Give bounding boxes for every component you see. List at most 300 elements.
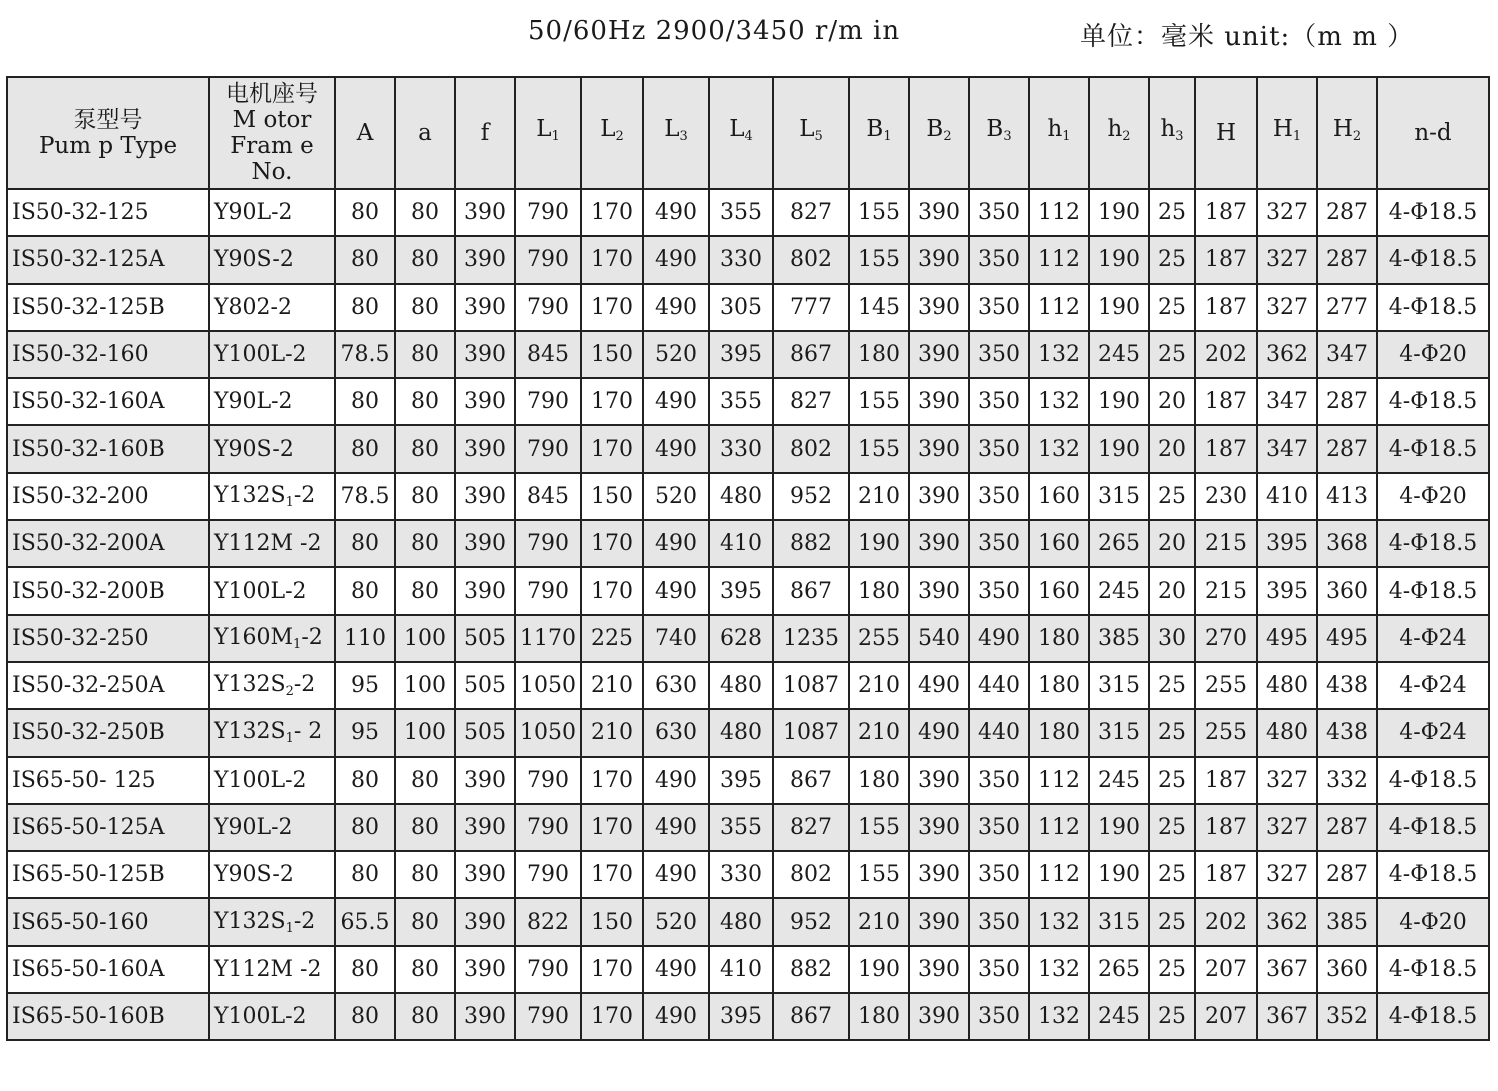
cell-l1: 1050 xyxy=(515,709,581,756)
table-row xyxy=(7,804,1489,851)
cell-h1: 112 xyxy=(1029,236,1089,283)
cell-h1: 327 xyxy=(1257,189,1317,236)
cell-h1: 327 xyxy=(1257,236,1317,283)
cell-h: 187 xyxy=(1195,425,1257,472)
cell-l3: 490 xyxy=(643,284,709,331)
cell-b3: 350 xyxy=(969,284,1029,331)
header-subscript: 3 xyxy=(1175,129,1184,144)
header-motor-line: M otor xyxy=(232,107,312,133)
cell-l5: 827 xyxy=(773,378,849,425)
cell-b2: 390 xyxy=(909,804,969,851)
cell-nd: 4-Φ18.5 xyxy=(1377,236,1489,283)
cell-l2: 170 xyxy=(581,236,643,283)
cell-l4: 355 xyxy=(709,189,773,236)
cell-h2: 287 xyxy=(1317,804,1377,851)
cell-h2: 190 xyxy=(1089,425,1149,472)
cell-h3: 25 xyxy=(1149,804,1195,851)
cell-l4: 480 xyxy=(709,709,773,756)
cell-l5: 777 xyxy=(773,284,849,331)
header-l3 xyxy=(643,77,709,189)
cell-l5: 867 xyxy=(773,331,849,378)
cell-h: 202 xyxy=(1195,898,1257,945)
cell-nd: 4-Φ24 xyxy=(1377,662,1489,709)
cell-h1: 327 xyxy=(1257,284,1317,331)
cell-b3: 350 xyxy=(969,520,1029,567)
motor-frame-main: Y160M xyxy=(214,624,294,650)
cell-l2: 170 xyxy=(581,851,643,898)
cell-h2: 190 xyxy=(1089,189,1149,236)
cell-b2: 390 xyxy=(909,284,969,331)
header-label: H xyxy=(1272,116,1293,142)
cell-b1: 255 xyxy=(849,615,909,662)
motor-frame-subscript: 2 xyxy=(285,684,294,700)
cell-a: 80 xyxy=(395,757,455,804)
cell-l4: 330 xyxy=(709,236,773,283)
cell-nd: 4-Φ18.5 xyxy=(1377,284,1489,331)
cell-b2: 390 xyxy=(909,236,969,283)
cell-nd: 4-Φ18.5 xyxy=(1377,378,1489,425)
cell-h: 187 xyxy=(1195,284,1257,331)
cell-a: 80 xyxy=(335,851,395,898)
cell-h3: 25 xyxy=(1149,662,1195,709)
cell-b3: 490 xyxy=(969,615,1029,662)
cell-l5: 952 xyxy=(773,473,849,520)
cell-l2: 170 xyxy=(581,757,643,804)
cell-a: 100 xyxy=(395,709,455,756)
cell-b1: 180 xyxy=(849,757,909,804)
cell-l3: 490 xyxy=(643,804,709,851)
cell-h3: 25 xyxy=(1149,473,1195,520)
header-b2 xyxy=(909,77,969,189)
cell-h: 215 xyxy=(1195,520,1257,567)
cell-h1: 132 xyxy=(1029,993,1089,1040)
cell-b3: 350 xyxy=(969,189,1029,236)
cell-pump-type: IS50-32-250 xyxy=(7,615,209,662)
cell-b3: 350 xyxy=(969,946,1029,993)
cell-l1: 790 xyxy=(515,236,581,283)
cell-a: 80 xyxy=(335,189,395,236)
unit-label: 单位：毫米 unit:（m m ） xyxy=(1080,22,1415,52)
cell-l1: 1170 xyxy=(515,615,581,662)
motor-frame-suffix: -2 xyxy=(293,672,316,698)
cell-l5: 827 xyxy=(773,804,849,851)
header-subscript: 4 xyxy=(744,129,753,144)
cell-h1: 160 xyxy=(1029,520,1089,567)
cell-b1: 155 xyxy=(849,236,909,283)
cell-h1: 362 xyxy=(1257,898,1317,945)
header-l5 xyxy=(773,77,849,189)
motor-frame-subscript: 1 xyxy=(293,636,302,652)
table-row xyxy=(7,993,1489,1040)
cell-pump-type: IS65-50-160B xyxy=(7,993,209,1040)
header-subscript: 1 xyxy=(1062,129,1071,144)
cell-h2: 245 xyxy=(1089,993,1149,1040)
cell-h2: 287 xyxy=(1317,189,1377,236)
cell-a: 100 xyxy=(395,662,455,709)
cell-motor-frame xyxy=(209,615,335,662)
cell-a: 80 xyxy=(395,804,455,851)
cell-f: 505 xyxy=(455,615,515,662)
cell-h: 207 xyxy=(1195,946,1257,993)
cell-b2: 390 xyxy=(909,520,969,567)
cell-a: 80 xyxy=(335,946,395,993)
cell-b1: 190 xyxy=(849,946,909,993)
header-label: A xyxy=(356,120,374,146)
header-subscript: 3 xyxy=(679,129,688,144)
cell-pump-type: IS50-32-200A xyxy=(7,520,209,567)
cell-l1: 790 xyxy=(515,425,581,472)
cell-a: 95 xyxy=(335,709,395,756)
cell-l1: 790 xyxy=(515,757,581,804)
cell-l2: 225 xyxy=(581,615,643,662)
header-label: H xyxy=(1332,116,1353,142)
cell-h3: 25 xyxy=(1149,331,1195,378)
cell-l1: 1050 xyxy=(515,662,581,709)
cell-h: 187 xyxy=(1195,236,1257,283)
cell-h1: 112 xyxy=(1029,851,1089,898)
cell-a: 80 xyxy=(395,567,455,614)
cell-motor-frame: Y802-2 xyxy=(209,284,335,331)
cell-h1: 160 xyxy=(1029,473,1089,520)
cell-a: 80 xyxy=(395,993,455,1040)
cell-h1: 132 xyxy=(1029,378,1089,425)
cell-l2: 210 xyxy=(581,662,643,709)
header-label: B xyxy=(866,116,884,142)
cell-l5: 1087 xyxy=(773,709,849,756)
cell-pump-type: IS50-32-125B xyxy=(7,284,209,331)
cell-h3: 25 xyxy=(1149,284,1195,331)
table-body xyxy=(7,189,1489,1040)
cell-b3: 440 xyxy=(969,709,1029,756)
cell-pump-type: IS50-32-250B xyxy=(7,709,209,756)
header-subscript: 2 xyxy=(615,129,624,144)
cell-nd: 4-Φ18.5 xyxy=(1377,520,1489,567)
cell-f: 390 xyxy=(455,520,515,567)
cell-nd: 4-Φ20 xyxy=(1377,898,1489,945)
cell-h: 187 xyxy=(1195,804,1257,851)
cell-l3: 630 xyxy=(643,709,709,756)
cell-nd: 4-Φ18.5 xyxy=(1377,804,1489,851)
cell-b3: 350 xyxy=(969,473,1029,520)
cell-l5: 882 xyxy=(773,946,849,993)
cell-h2: 347 xyxy=(1317,331,1377,378)
cell-l5: 1087 xyxy=(773,662,849,709)
cell-b2: 390 xyxy=(909,993,969,1040)
header-type-line: 泵型号 xyxy=(73,107,143,133)
cell-l2: 170 xyxy=(581,993,643,1040)
cell-b2: 390 xyxy=(909,757,969,804)
cell-b1: 210 xyxy=(849,473,909,520)
cell-l3: 520 xyxy=(643,898,709,945)
cell-a: 95 xyxy=(335,662,395,709)
cell-h3: 20 xyxy=(1149,425,1195,472)
cell-h2: 265 xyxy=(1089,946,1149,993)
header-motor-line: Fram e xyxy=(230,133,314,159)
cell-motor-frame: Y90L-2 xyxy=(209,804,335,851)
cell-pump-type: IS65-50-160A xyxy=(7,946,209,993)
cell-f: 390 xyxy=(455,378,515,425)
cell-a: 80 xyxy=(395,851,455,898)
cell-b2: 390 xyxy=(909,473,969,520)
cell-h2: 438 xyxy=(1317,709,1377,756)
cell-nd: 4-Φ18.5 xyxy=(1377,946,1489,993)
table-row xyxy=(7,473,1489,520)
cell-motor-frame: Y100L-2 xyxy=(209,331,335,378)
cell-f: 505 xyxy=(455,709,515,756)
cell-l5: 952 xyxy=(773,898,849,945)
cell-l4: 305 xyxy=(709,284,773,331)
cell-nd: 4-Φ18.5 xyxy=(1377,189,1489,236)
header-label: L xyxy=(536,116,552,142)
cell-l1: 790 xyxy=(515,378,581,425)
cell-b1: 155 xyxy=(849,189,909,236)
cell-a: 80 xyxy=(395,520,455,567)
cell-h1: 327 xyxy=(1257,804,1317,851)
cell-h1: 347 xyxy=(1257,378,1317,425)
header-h2 xyxy=(1317,77,1377,189)
table-row xyxy=(7,946,1489,993)
cell-nd: 4-Φ18.5 xyxy=(1377,757,1489,804)
cell-b2: 390 xyxy=(909,189,969,236)
cell-a: 80 xyxy=(335,567,395,614)
header-h3 xyxy=(1149,77,1195,189)
cell-h3: 25 xyxy=(1149,757,1195,804)
cell-f: 505 xyxy=(455,662,515,709)
cell-h1: 410 xyxy=(1257,473,1317,520)
cell-motor-frame: Y90L-2 xyxy=(209,378,335,425)
cell-h1: 367 xyxy=(1257,946,1317,993)
cell-l2: 170 xyxy=(581,189,643,236)
cell-motor-frame xyxy=(209,898,335,945)
cell-b2: 390 xyxy=(909,331,969,378)
cell-a: 80 xyxy=(395,425,455,472)
cell-pump-type: IS50-32-200B xyxy=(7,567,209,614)
motor-frame-subscript: 1 xyxy=(285,731,294,747)
cell-a: 80 xyxy=(395,473,455,520)
cell-l1: 845 xyxy=(515,473,581,520)
cell-b2: 390 xyxy=(909,378,969,425)
cell-l3: 740 xyxy=(643,615,709,662)
cell-b3: 350 xyxy=(969,331,1029,378)
table-row xyxy=(7,757,1489,804)
header-label: L xyxy=(799,116,815,142)
cell-a: 80 xyxy=(335,993,395,1040)
cell-motor-frame: Y90L-2 xyxy=(209,189,335,236)
cell-a: 80 xyxy=(335,520,395,567)
cell-b1: 155 xyxy=(849,378,909,425)
cell-a: 80 xyxy=(395,898,455,945)
cell-f: 390 xyxy=(455,898,515,945)
cell-b1: 210 xyxy=(849,709,909,756)
cell-l4: 410 xyxy=(709,520,773,567)
cell-h1: 395 xyxy=(1257,520,1317,567)
cell-b3: 350 xyxy=(969,851,1029,898)
header-h1 xyxy=(1029,77,1089,189)
cell-b3: 350 xyxy=(969,993,1029,1040)
cell-l3: 520 xyxy=(643,331,709,378)
header-b1 xyxy=(849,77,909,189)
cell-h3: 25 xyxy=(1149,851,1195,898)
cell-h1: 112 xyxy=(1029,804,1089,851)
cell-h2: 190 xyxy=(1089,378,1149,425)
cell-nd: 4-Φ20 xyxy=(1377,331,1489,378)
cell-l2: 210 xyxy=(581,709,643,756)
table-header-row xyxy=(7,77,1489,189)
cell-h: 270 xyxy=(1195,615,1257,662)
cell-h1: 347 xyxy=(1257,425,1317,472)
cell-h1: 132 xyxy=(1029,898,1089,945)
cell-h3: 25 xyxy=(1149,189,1195,236)
cell-b2: 540 xyxy=(909,615,969,662)
motor-frame-suffix: -2 xyxy=(293,908,316,934)
cell-pump-type: IS50-32-200 xyxy=(7,473,209,520)
header-subscript: 2 xyxy=(1352,129,1362,144)
cell-h1: 132 xyxy=(1029,946,1089,993)
cell-f: 390 xyxy=(455,567,515,614)
cell-h1: 495 xyxy=(1257,615,1317,662)
cell-f: 390 xyxy=(455,425,515,472)
motor-frame-suffix: - 2 xyxy=(293,719,323,745)
cell-h2: 245 xyxy=(1089,757,1149,804)
frequency-speed-label: 50/60Hz 2900/3450 r/m in xyxy=(528,16,901,46)
table-row xyxy=(7,284,1489,331)
cell-nd: 4-Φ20 xyxy=(1377,473,1489,520)
cell-a: 80 xyxy=(335,378,395,425)
cell-l2: 170 xyxy=(581,425,643,472)
cell-b1: 180 xyxy=(849,993,909,1040)
cell-h1: 480 xyxy=(1257,709,1317,756)
cell-b3: 350 xyxy=(969,236,1029,283)
cell-pump-type: IS50-32-160A xyxy=(7,378,209,425)
cell-l4: 410 xyxy=(709,946,773,993)
cell-l3: 490 xyxy=(643,993,709,1040)
cell-motor-frame xyxy=(209,709,335,756)
cell-h2: 287 xyxy=(1317,378,1377,425)
cell-l4: 480 xyxy=(709,473,773,520)
cell-l1: 790 xyxy=(515,189,581,236)
cell-h2: 495 xyxy=(1317,615,1377,662)
cell-h3: 25 xyxy=(1149,993,1195,1040)
cell-f: 390 xyxy=(455,946,515,993)
cell-b1: 155 xyxy=(849,425,909,472)
cell-f: 390 xyxy=(455,851,515,898)
motor-frame-main: Y132S xyxy=(214,719,286,745)
header-label: H xyxy=(1215,120,1237,146)
cell-motor-frame: Y90S-2 xyxy=(209,851,335,898)
cell-pump-type: IS65-50-125A xyxy=(7,804,209,851)
cell-h3: 20 xyxy=(1149,520,1195,567)
cell-l2: 170 xyxy=(581,946,643,993)
cell-h2: 352 xyxy=(1317,993,1377,1040)
cell-h2: 315 xyxy=(1089,662,1149,709)
cell-l2: 170 xyxy=(581,378,643,425)
cell-motor-frame: Y100L-2 xyxy=(209,567,335,614)
cell-l5: 802 xyxy=(773,236,849,283)
motor-frame-main: Y132S xyxy=(214,482,286,508)
cell-h1: 132 xyxy=(1029,331,1089,378)
cell-pump-type: IS50-32-250A xyxy=(7,662,209,709)
cell-h: 187 xyxy=(1195,851,1257,898)
table-row xyxy=(7,567,1489,614)
cell-l3: 630 xyxy=(643,662,709,709)
cell-b3: 350 xyxy=(969,378,1029,425)
cell-h3: 25 xyxy=(1149,709,1195,756)
cell-f: 390 xyxy=(455,331,515,378)
cell-a: 80 xyxy=(335,236,395,283)
cell-nd: 4-Φ18.5 xyxy=(1377,993,1489,1040)
header-subscript: 1 xyxy=(551,129,560,144)
cell-b3: 350 xyxy=(969,425,1029,472)
motor-frame-main: Y132S xyxy=(214,672,286,698)
cell-h: 187 xyxy=(1195,189,1257,236)
header-label: B xyxy=(926,116,944,142)
cell-h3: 25 xyxy=(1149,236,1195,283)
cell-h3: 30 xyxy=(1149,615,1195,662)
cell-l3: 490 xyxy=(643,757,709,804)
header-type xyxy=(7,77,209,189)
table-row xyxy=(7,520,1489,567)
cell-l2: 150 xyxy=(581,331,643,378)
cell-l2: 150 xyxy=(581,473,643,520)
cell-b2: 490 xyxy=(909,709,969,756)
cell-h2: 190 xyxy=(1089,851,1149,898)
cell-a: 80 xyxy=(335,804,395,851)
cell-h1: 180 xyxy=(1029,709,1089,756)
cell-l2: 170 xyxy=(581,284,643,331)
cell-l1: 790 xyxy=(515,851,581,898)
cell-b1: 145 xyxy=(849,284,909,331)
cell-l3: 520 xyxy=(643,473,709,520)
cell-a: 80 xyxy=(335,425,395,472)
cell-b3: 350 xyxy=(969,757,1029,804)
cell-b1: 210 xyxy=(849,898,909,945)
cell-h: 202 xyxy=(1195,331,1257,378)
cell-l4: 395 xyxy=(709,993,773,1040)
cell-pump-type: IS50-32-160B xyxy=(7,425,209,472)
header-label: f xyxy=(480,120,490,146)
table-row xyxy=(7,236,1489,283)
header-subscript: 5 xyxy=(814,129,823,144)
cell-h: 255 xyxy=(1195,662,1257,709)
cell-l2: 150 xyxy=(581,898,643,945)
cell-motor-frame: Y112M -2 xyxy=(209,946,335,993)
cell-b2: 390 xyxy=(909,425,969,472)
cell-a: 78.5 xyxy=(335,473,395,520)
cell-l1: 790 xyxy=(515,284,581,331)
cell-l2: 170 xyxy=(581,520,643,567)
cell-h1: 327 xyxy=(1257,851,1317,898)
cell-h: 187 xyxy=(1195,757,1257,804)
header-label: h xyxy=(1047,116,1063,142)
cell-h1: 112 xyxy=(1029,757,1089,804)
header-subscript: 2 xyxy=(1122,129,1131,144)
cell-l4: 480 xyxy=(709,662,773,709)
cell-pump-type: IS65-50-125B xyxy=(7,851,209,898)
cell-l1: 790 xyxy=(515,804,581,851)
cell-b3: 350 xyxy=(969,804,1029,851)
header-nd xyxy=(1377,77,1489,189)
cell-nd: 4-Φ18.5 xyxy=(1377,851,1489,898)
header-motor-line: 电机座号 xyxy=(226,81,318,107)
header-label: n-d xyxy=(1414,120,1452,146)
cell-h2: 277 xyxy=(1317,284,1377,331)
cell-a: 110 xyxy=(335,615,395,662)
cell-l5: 867 xyxy=(773,993,849,1040)
cell-a: 80 xyxy=(395,189,455,236)
table-row xyxy=(7,331,1489,378)
cell-h2: 368 xyxy=(1317,520,1377,567)
header-label: L xyxy=(664,116,680,142)
